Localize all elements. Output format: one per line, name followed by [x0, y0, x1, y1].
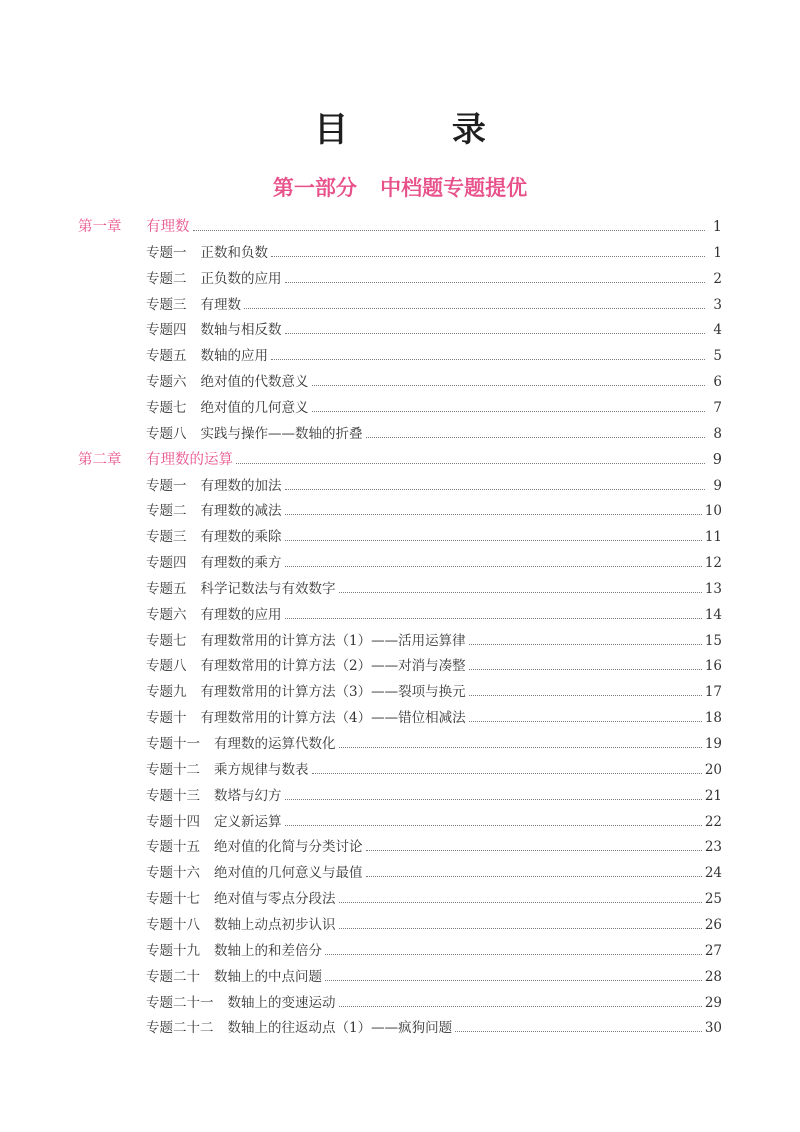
toc-topic-entry[interactable]	[146, 342, 722, 364]
page-number: 9	[713, 477, 722, 494]
page-number: 20	[704, 761, 722, 778]
toc-topic-entry[interactable]	[146, 756, 722, 778]
dot-leader	[339, 1005, 702, 1007]
topic-label: 专题六	[146, 606, 187, 623]
page-number: 26	[704, 916, 722, 933]
dot-leader	[271, 358, 705, 360]
topic-name: 正数和负数	[200, 244, 268, 261]
topic-label: 专题十二	[146, 761, 200, 778]
topic-label: 专题二	[146, 503, 187, 520]
toc-topic-entry[interactable]	[146, 652, 722, 674]
page-number: 13	[704, 580, 722, 597]
page-number: 4	[713, 322, 722, 339]
topic-label: 专题十八	[146, 916, 200, 933]
page-number: 14	[704, 606, 722, 623]
topic-label: 专题二十一	[146, 994, 214, 1011]
topic-name: 数轴上动点初步认识	[214, 916, 336, 933]
topic-name: 实践与操作——数轴的折叠	[200, 425, 363, 442]
topic-name: 数轴上的往返动点（1）——疯狗问题	[227, 1020, 453, 1037]
topic-label: 专题十一	[146, 736, 200, 752]
topic-name: 有理数的加法	[200, 477, 282, 494]
topic-name: 有理数的应用	[200, 606, 282, 623]
chapter-label: 第一章	[78, 219, 122, 235]
topic-label: 专题一	[146, 244, 187, 261]
dot-leader	[325, 979, 702, 981]
toc-topic-entry[interactable]	[146, 782, 722, 804]
page-number: 17	[704, 684, 722, 701]
toc-topic-entry[interactable]	[146, 678, 722, 700]
topic-name: 乘方规律与数表	[214, 761, 309, 778]
topic-name: 绝对值的几何意义	[200, 399, 309, 416]
topic-label: 专题十九	[146, 942, 200, 959]
toc-topic-entry[interactable]	[146, 523, 722, 545]
dot-leader	[285, 617, 702, 619]
toc-topic-entry[interactable]	[146, 575, 722, 597]
page-number: 2	[713, 270, 722, 287]
topic-label: 专题三	[146, 529, 187, 546]
dot-leader	[271, 255, 705, 257]
page-number: 19	[704, 736, 722, 752]
dot-leader	[244, 307, 705, 309]
dot-leader	[312, 384, 706, 386]
toc-topic-entry[interactable]	[146, 497, 722, 519]
dot-leader	[285, 513, 702, 515]
topic-label: 专题七	[146, 399, 187, 416]
page-number: 28	[704, 968, 722, 985]
toc-topic-entry[interactable]	[146, 1014, 722, 1036]
dot-leader	[469, 668, 702, 670]
page-number: 3	[713, 296, 722, 313]
page-number: 1	[713, 244, 722, 261]
page-number: 24	[704, 865, 722, 882]
page-number: 10	[704, 503, 722, 520]
topic-label: 专题五	[146, 348, 187, 365]
topic-label: 专题二十	[146, 968, 200, 985]
page-number: 30	[704, 1020, 722, 1037]
dot-leader	[339, 901, 702, 903]
topic-name: 数轴上的中点问题	[214, 968, 322, 985]
page-number: 11	[704, 529, 722, 546]
toc-topic-entry[interactable]	[146, 601, 722, 623]
topic-label: 专题一	[146, 477, 187, 494]
topic-name: 绝对值的化简与分类讨论	[214, 839, 363, 856]
topic-name: 有理数的乘除	[200, 529, 282, 546]
topic-name: 绝对值与零点分段法	[214, 891, 336, 908]
topic-name: 绝对值的几何意义与最值	[214, 865, 363, 882]
toc-topic-entry[interactable]	[146, 368, 722, 390]
chapter-name: 有理数的运算	[146, 451, 233, 468]
dot-leader	[193, 229, 706, 231]
topic-name: 正负数的应用	[200, 270, 282, 287]
page-number: 25	[704, 891, 722, 908]
toc-topic-entry[interactable]	[146, 549, 722, 571]
dot-leader	[285, 332, 706, 334]
topic-label: 专题十六	[146, 865, 200, 882]
topic-label: 专题二	[146, 270, 187, 287]
toc-topic-entry[interactable]	[146, 704, 722, 726]
chapter-name: 有理数	[146, 219, 190, 235]
page-number: 27	[704, 942, 722, 959]
topic-name: 数轴上的变速运动	[227, 994, 336, 1011]
toc-topic-entry[interactable]	[146, 963, 722, 985]
topic-label: 专题八	[146, 658, 187, 675]
topic-label: 专题十七	[146, 891, 200, 908]
page-number: 22	[704, 813, 722, 830]
page-number: 5	[713, 348, 722, 365]
topic-name: 有理数的运算代数化	[214, 736, 336, 752]
dot-leader	[339, 746, 702, 748]
topic-name: 绝对值的代数意义	[200, 374, 309, 391]
topic-name: 有理数常用的计算方法（1）——活用运算律	[200, 632, 466, 649]
page-number: 21	[704, 787, 722, 804]
topic-name: 数轴与相反数	[200, 322, 282, 339]
dot-leader	[285, 488, 706, 490]
dot-leader	[285, 798, 702, 800]
topic-label: 专题十五	[146, 839, 200, 856]
topic-label: 专题二十二	[146, 1020, 214, 1037]
chapter-label: 第二章	[78, 451, 122, 468]
toc-topic-entry[interactable]	[146, 627, 722, 649]
dot-leader	[285, 565, 702, 567]
topic-label: 专题十	[146, 710, 187, 727]
topic-name: 有理数的减法	[200, 503, 282, 520]
topic-label: 专题三	[146, 296, 187, 313]
topic-label: 专题四	[146, 555, 187, 572]
page-number: 18	[704, 710, 722, 727]
page-title: 目 录	[314, 110, 532, 150]
toc-topic-entry[interactable]	[146, 808, 722, 830]
toc-topic-entry[interactable]	[146, 885, 722, 907]
topic-label: 专题七	[146, 632, 187, 649]
dot-leader	[339, 591, 702, 593]
topic-label: 专题十三	[146, 787, 200, 804]
topic-name: 有理数	[200, 296, 241, 313]
page-number: 7	[713, 399, 722, 416]
toc-topic-entry[interactable]	[146, 472, 722, 494]
toc-topic-entry[interactable]	[146, 730, 722, 752]
dot-leader	[366, 436, 706, 438]
dot-leader	[285, 539, 702, 541]
page-number: 8	[713, 425, 722, 442]
page-number: 9	[712, 451, 722, 468]
topic-name: 有理数常用的计算方法（2）——对消与凑整	[200, 658, 466, 675]
dot-leader	[455, 1030, 702, 1032]
dot-leader	[469, 643, 702, 645]
toc-topic-entry[interactable]	[146, 989, 722, 1011]
dot-leader	[325, 953, 702, 955]
dot-leader	[339, 927, 702, 929]
topic-label: 专题六	[146, 374, 187, 391]
topic-name: 数轴上的和差倍分	[214, 942, 322, 959]
toc-topic-entry[interactable]	[146, 239, 722, 261]
dot-leader	[285, 281, 706, 283]
topic-name: 科学记数法与有效数字	[200, 580, 336, 597]
toc-topic-entry[interactable]	[146, 859, 722, 881]
topic-label: 专题八	[146, 425, 187, 442]
topic-label: 专题十四	[146, 813, 200, 830]
toc-topic-entry[interactable]	[146, 316, 722, 338]
topic-name: 有理数的乘方	[200, 555, 282, 572]
toc-topic-entry[interactable]	[146, 291, 722, 313]
dot-leader	[469, 720, 702, 722]
page-number: 15	[704, 632, 722, 649]
part-title: 第一部分 中档题专题提优	[272, 175, 528, 200]
topic-name: 有理数常用的计算方法（3）——裂项与换元	[200, 684, 466, 701]
topic-name: 定义新运算	[214, 813, 282, 830]
topic-name: 数塔与幻方	[214, 787, 282, 804]
toc-topic-entry[interactable]	[146, 911, 722, 933]
dot-leader	[469, 694, 702, 696]
dot-leader	[366, 849, 702, 851]
page-number: 6	[713, 374, 722, 391]
toc-topic-entry[interactable]	[146, 265, 722, 287]
toc-chapter-entry[interactable]	[78, 446, 722, 468]
topic-label: 专题五	[146, 580, 187, 597]
toc-topic-entry[interactable]	[146, 394, 722, 416]
toc-topic-entry[interactable]	[146, 420, 722, 442]
page-number: 23	[704, 839, 722, 856]
dot-leader	[236, 462, 705, 464]
toc-topic-entry[interactable]	[146, 833, 722, 855]
toc-chapter-entry[interactable]	[78, 213, 722, 235]
dot-leader	[312, 410, 706, 412]
topic-name: 数轴的应用	[200, 348, 268, 365]
page-number: 16	[704, 658, 722, 675]
topic-label: 专题四	[146, 322, 187, 339]
page-number: 12	[704, 555, 722, 572]
page-number: 29	[704, 994, 722, 1011]
dot-leader	[285, 824, 702, 826]
topic-name: 有理数常用的计算方法（4）——错位相减法	[200, 710, 466, 727]
dot-leader	[366, 875, 702, 877]
page-number: 1	[712, 219, 722, 235]
topic-label: 专题九	[146, 684, 187, 701]
dot-leader	[312, 772, 702, 774]
toc-topic-entry[interactable]	[146, 937, 722, 959]
